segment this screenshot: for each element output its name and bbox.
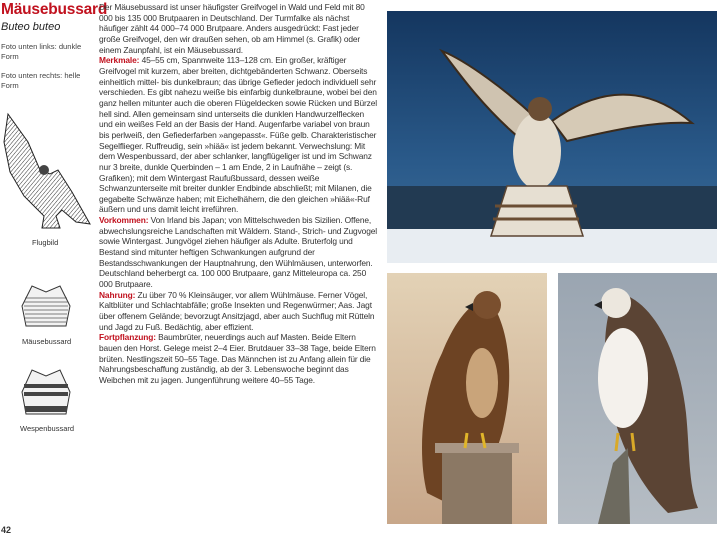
photo-buzzard-flight: [387, 11, 717, 263]
latin-name: Buteo buteo: [1, 21, 61, 33]
section-text: 45–55 cm, Spannweite 113–128 cm. Ein großer, kräftiger Greifvogel mit kurzem, aber breiten, dichtgebänderten Schwanz. Oberseits einheitlich mittel- bis dunkelbraun; das übrige Gefieder jedoch individuell sehr verschieden. Es gibt nahezu weiße bis einfarbig dunkelbraune, wobei bei den ganz hellen mitunter auch die oberen Flügeldecken sowie Rücken und Bürzel hell sind. Allen gemeinsam sind unterseits die dunklen Handwurzelflecken und ein weißes Feld an der Basis der Hand. Augenfarbe variabel von braun bis perlweiß, den Gefiederfarben »angepasst«. Füße gelb. Charakteristischer Segelflieger. Ruffreudig, sein »hiää« ist jedem bekannt. Verwechslung: Mit dem Wespenbussard, der aber schlanker, langflügeliger ist und im Schwanz nur 3 breite, dunkle Querbinden – 1 am Ende, 2 in Laufnähe – zeigt (s. Grafiken); mit dem Wintergast Raufußbussard, dessen weiße Schwanzunterseite mit breiter dunkler Endbinde abschließt; mit Milanen, die gegabelte Schwänze haben; mit Eichelhähern, die den gleichen »hiää«-Ruf äußern und uns damit leicht irreführen.: [99, 55, 378, 215]
caption-photo-right: Foto unten rechts: helle Form: [1, 71, 81, 90]
section-nahrung: [99, 290, 379, 333]
flight-silhouette-sketch: [2, 112, 94, 232]
section-text: Baumbrüter, neuerdings auch auf Masten. Beide Eltern bauen den Horst. Gelege meist 2–4 Eier. Brutdauer 33–38 Tage, beide Eltern brüten. Nestlingszeit 50–55 Tage. Das Männchen ist zu Anfang allein für die Nahrungsbeschaffung zuständig, ab der 3. Lebenswoche beginnt das Weibchen mit zu jagen. Jungenführung weitere 40–55 Tage.: [99, 332, 376, 385]
section-vorkommen: [99, 215, 379, 290]
section-text: Von Irland bis Japan; von Mittelschweden bis Sizilien. Offene, abwechslungsreiche Landschaften mit Wäldern. Stand-, Strich- und Zugvogel sowie Wintergast. Jungvögel ziehen häufiger als Adulte. Bruterfolg und Bestand sind mitunter heftigen Schwankungen aufgrund der Bestandsschwankungen der Hauptnahrung, den Wühlmäusen, unterworfen. Deutschland beherbergt ca. 100 000 Brutpaare, ganz Mitteleuropa ca. 250 000 Brutpaare.: [99, 215, 378, 290]
page-title: Mäusebussard: [1, 1, 108, 18]
label-flugbild: Flugbild: [32, 238, 59, 247]
section-heading: Nahrung:: [99, 289, 136, 300]
caption-photo-left: Foto unten links: dunkle Form: [1, 42, 82, 61]
buzzard-tail-sketch: [18, 282, 74, 330]
section-heading: Merkmale:: [99, 55, 140, 66]
intro-paragraph: Der Mäusebussard ist unser häufigster Greifvogel in Wald und Feld mit 80 000 bis 135 000 Brutpaaren in Deutschland. Der Turmfalke als nächst häufiger zählt 44 000–74 000 Brutpaare. Anders ausgedrückt: Fast jeder große Greifvogel, den wir draußen sehen, ob am Himmel (s. Grafik) oder einem Zaunpfahl, ist ein Mäusebussard.: [99, 2, 365, 55]
page-number: 42: [1, 525, 12, 535]
article-text: [99, 2, 379, 386]
label-wespenbussard: Wespenbussard: [20, 424, 75, 433]
section-text: Zu über 70 % Kleinsäuger, vor allem Wühlmäuse. Ferner Vögel, Kaltblüter und Schlachtabfälle; große Insekten und Regenwürmer; Aas. Jagt über offenem Gelände; bevorzugt Ansitzjagd, aber auch Suchflug mit Rütteln und Jagd zu Fuß. Bedächtig, aber effizient.: [99, 289, 375, 332]
section-heading: Fortpflanzung:: [99, 332, 156, 343]
section-merkmale: [99, 55, 379, 215]
photo-light-form: [558, 273, 717, 524]
photo-dark-form: [387, 273, 547, 524]
section-fortpflanzung: [99, 332, 379, 385]
section-heading: Vorkommen:: [99, 215, 149, 226]
honey-buzzard-tail-sketch: [18, 366, 74, 418]
label-maeusebussard: Mäusebussard: [22, 337, 72, 346]
